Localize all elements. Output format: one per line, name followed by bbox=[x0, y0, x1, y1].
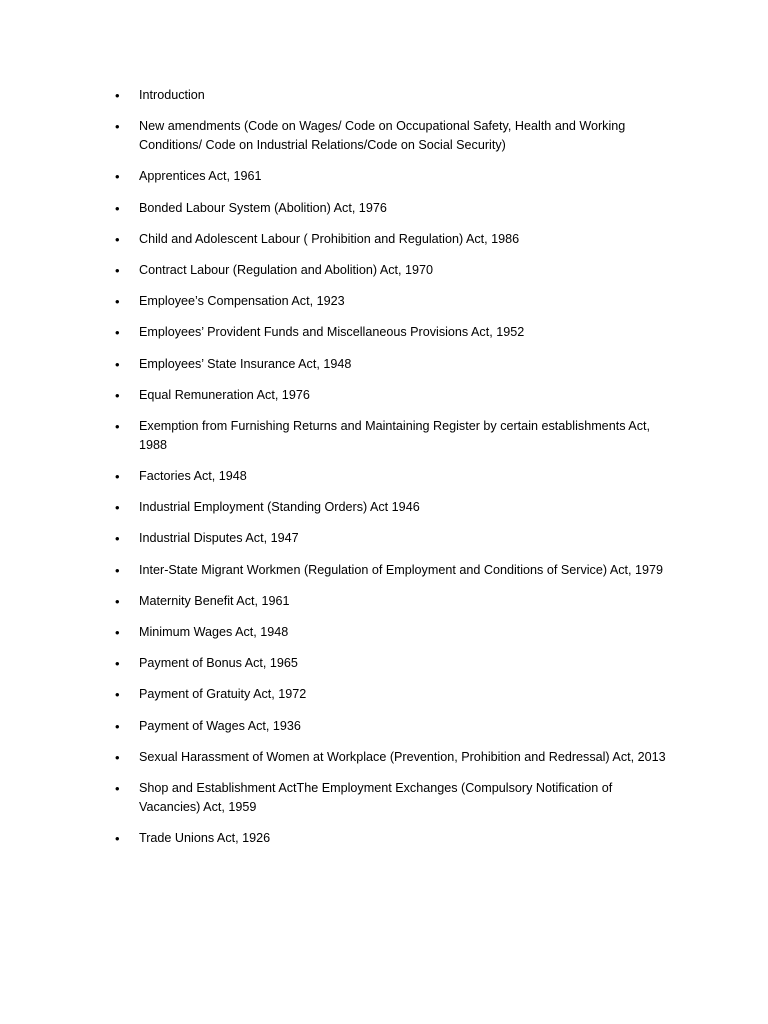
list-item bbox=[112, 292, 672, 311]
list-item bbox=[112, 467, 672, 486]
list-item-text: Employees’ State Insurance Act, 1948 bbox=[139, 356, 352, 371]
list-item-text: Factories Act, 1948 bbox=[139, 469, 247, 484]
list-item bbox=[112, 717, 672, 736]
bullet-icon: • bbox=[115, 469, 120, 485]
bullet-icon: • bbox=[115, 387, 120, 403]
acts-bullet-list bbox=[112, 86, 672, 860]
list-item bbox=[112, 498, 672, 517]
list-item-text: Exemption from Furnishing Returns and Maintaining Register by certain establishments Act, 1988 bbox=[139, 418, 650, 452]
list-item bbox=[112, 748, 672, 767]
list-item bbox=[112, 117, 672, 155]
list-item-text: Apprentices Act, 1961 bbox=[139, 169, 262, 184]
list-item-text: Maternity Benefit Act, 1961 bbox=[139, 593, 290, 608]
list-item-text: Minimum Wages Act, 1948 bbox=[139, 625, 289, 639]
bullet-icon: • bbox=[115, 749, 120, 765]
list-item bbox=[112, 261, 672, 280]
list-item bbox=[112, 167, 672, 186]
list-item bbox=[112, 685, 672, 704]
list-item-text: Payment of Gratuity Act, 1972 bbox=[139, 687, 307, 702]
list-item bbox=[112, 529, 672, 548]
bullet-icon: • bbox=[115, 625, 120, 640]
list-item-text: Payment of Wages Act, 1936 bbox=[139, 718, 301, 733]
bullet-icon: • bbox=[115, 200, 120, 216]
bullet-icon: • bbox=[115, 88, 120, 103]
list-item bbox=[112, 623, 672, 642]
bullet-icon: • bbox=[115, 294, 120, 310]
list-item-text: Sexual Harassment of Women at Workplace (Prevention, Prohibition and Redressal) Act, 2013 bbox=[139, 749, 666, 764]
bullet-icon: • bbox=[115, 231, 120, 247]
bullet-icon: • bbox=[115, 687, 120, 703]
list-item-text: Child and Adolescent Labour ( Prohibition and Regulation) Act, 1986 bbox=[139, 231, 520, 246]
list-item-text: Shop and Establishment ActThe Employment Exchanges (Compulsory Notification of Vacancies) Act, 1959 bbox=[139, 780, 613, 814]
list-item-text: Introduction bbox=[139, 88, 205, 102]
list-item-text: New amendments (Code on Wages/ Code on Occupational Safety, Health and Working Conditions/ Code on Industrial Relations/Code on Social Security) bbox=[139, 119, 626, 153]
list-item-text: Payment of Bonus Act, 1965 bbox=[139, 656, 298, 671]
bullet-icon: • bbox=[115, 500, 120, 516]
list-item bbox=[112, 86, 672, 105]
bullet-icon: • bbox=[115, 119, 120, 135]
list-item bbox=[112, 323, 672, 342]
list-item bbox=[112, 654, 672, 673]
bullet-icon: • bbox=[115, 325, 120, 341]
list-item bbox=[112, 230, 672, 249]
list-item bbox=[112, 829, 672, 848]
list-item-text: Employee’s Compensation Act, 1923 bbox=[139, 294, 345, 309]
bullet-icon: • bbox=[115, 418, 120, 434]
list-item bbox=[112, 386, 672, 405]
list-item bbox=[112, 417, 672, 455]
list-item-text: Industrial Disputes Act, 1947 bbox=[139, 531, 299, 546]
bullet-icon: • bbox=[115, 593, 120, 609]
bullet-icon: • bbox=[115, 169, 120, 185]
list-item-text: Employees’ Provident Funds and Miscellaneous Provisions Act, 1952 bbox=[139, 325, 525, 340]
list-item-text: Industrial Employment (Standing Orders) Act 1946 bbox=[139, 500, 420, 515]
list-item-text: Trade Unions Act, 1926 bbox=[139, 831, 271, 846]
list-item-text: Bonded Labour System (Abolition) Act, 1976 bbox=[139, 200, 387, 215]
bullet-icon: • bbox=[115, 780, 120, 796]
list-item-text: Inter-State Migrant Workmen (Regulation of Employment and Conditions of Service) Act, 1979 bbox=[139, 562, 664, 577]
bullet-icon: • bbox=[115, 356, 120, 372]
list-item bbox=[112, 199, 672, 218]
bullet-icon: • bbox=[115, 831, 120, 847]
bullet-icon: • bbox=[115, 562, 120, 578]
list-item-text: Contract Labour (Regulation and Abolition) Act, 1970 bbox=[139, 262, 434, 277]
list-item-text: Equal Remuneration Act, 1976 bbox=[139, 387, 310, 402]
list-item bbox=[112, 561, 672, 580]
list-item bbox=[112, 779, 672, 817]
bullet-icon: • bbox=[115, 531, 120, 547]
bullet-icon: • bbox=[115, 656, 120, 672]
bullet-icon: • bbox=[115, 718, 120, 734]
bullet-icon: • bbox=[115, 262, 120, 278]
list-item bbox=[112, 355, 672, 374]
list-item bbox=[112, 592, 672, 611]
